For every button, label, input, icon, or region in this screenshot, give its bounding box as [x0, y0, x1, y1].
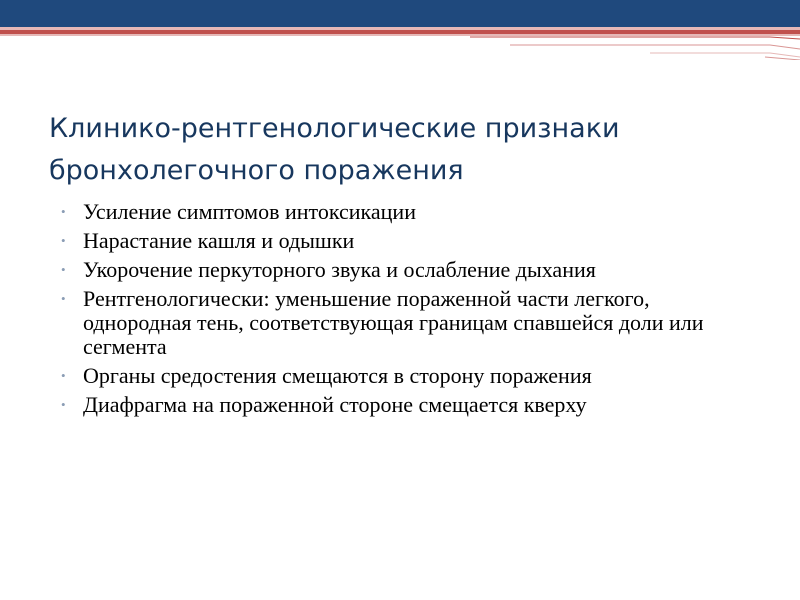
bullet-text: Укорочение перкуторного звука и ослабление дыхания	[83, 257, 596, 282]
bullet-icon: •	[61, 291, 66, 306]
bullet-text: Органы средостения смещаются в сторону поражения	[83, 363, 592, 388]
bullet-icon: •	[61, 233, 66, 248]
slide-title: Клинико-рентгенологические признаки бронхолегочного поражения	[49, 113, 620, 186]
bullet-icon: •	[61, 204, 66, 219]
bullet-item	[60, 229, 760, 253]
bullet-item	[60, 364, 760, 388]
header-band	[0, 0, 800, 27]
bullet-icon: •	[61, 368, 66, 383]
bullet-icon: •	[61, 262, 66, 277]
bullet-list	[60, 200, 760, 422]
bullet-text: Усиление симптомов интоксикации	[83, 199, 416, 224]
bullet-text: Диафрагма на пораженной стороне смещается кверху	[83, 392, 587, 417]
bullet-item	[60, 287, 760, 359]
bullet-item	[60, 393, 760, 417]
bullet-text: Рентгенологически: уменьшение пораженной части легкого, однородная тень, соответствующая границам спавшейся доли или сегмента	[83, 286, 704, 359]
bullet-item	[60, 200, 760, 224]
bullet-text: Нарастание кашля и одышки	[83, 228, 355, 253]
decorative-lines	[470, 27, 800, 60]
bullet-item	[60, 258, 760, 282]
bullet-icon: •	[61, 397, 66, 412]
